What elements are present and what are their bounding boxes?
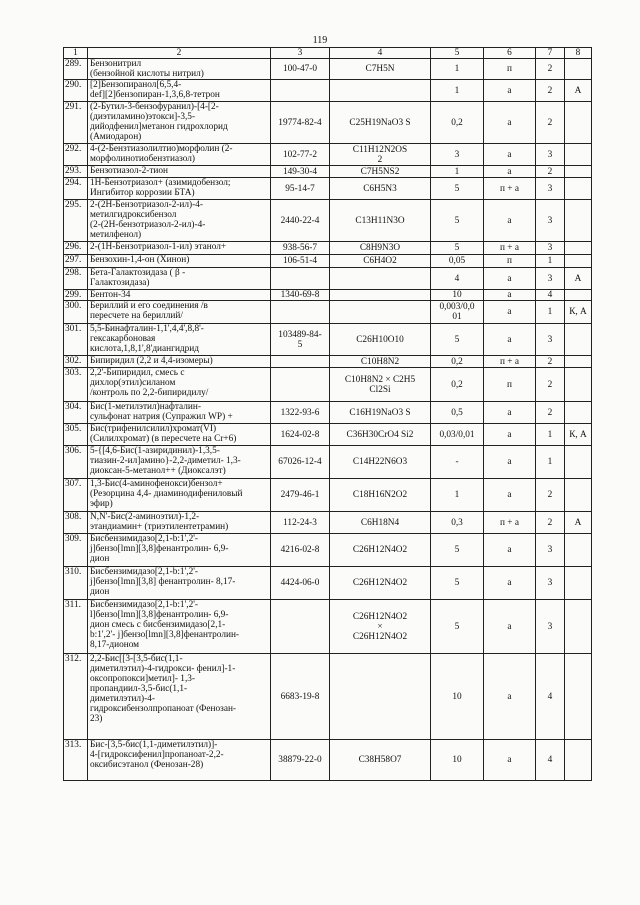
chemical-formula: C10H8N2: [330, 356, 431, 368]
value-col7: 2: [536, 512, 565, 534]
chemical-formula: [330, 268, 431, 290]
table-row: [64, 144, 592, 166]
cas-number: 102-77-2: [271, 144, 330, 166]
cas-number: 95-14-7: [271, 178, 330, 200]
row-number: 310.: [64, 567, 88, 600]
value-col7: 2: [536, 479, 565, 512]
value-col7: 1: [536, 424, 565, 446]
value-col8: [565, 200, 592, 242]
chemical-formula: C8H9N3O: [330, 242, 431, 255]
row-number: 308.: [64, 512, 88, 534]
value-col6: п + а: [484, 356, 536, 368]
value-col8: [565, 534, 592, 567]
cas-number: 4216-02-8: [271, 534, 330, 567]
table-row: [64, 740, 592, 781]
value-col5: 0,2: [431, 356, 484, 368]
column-header: 8: [565, 48, 592, 59]
chemical-formula: C6H18N4: [330, 512, 431, 534]
row-number: 290.: [64, 80, 88, 102]
page-number: 119: [312, 35, 328, 46]
substance-name: Бентон-34: [88, 290, 271, 301]
table-row: [64, 324, 592, 356]
value-col5: 0,3: [431, 512, 484, 534]
substance-name: 1Н-Бензотриазол+ (азимидобензол; Ингибитор коррозии БТА): [88, 178, 271, 200]
cas-number: 6683-19-8: [271, 654, 330, 740]
value-col8: [565, 59, 592, 80]
cas-number: 1624-02-8: [271, 424, 330, 446]
substance-name: [2]Бензопиранол[6,5,4- def][2]бензопиран-1,3,6,8-тетрон: [88, 80, 271, 102]
row-number: 289.: [64, 59, 88, 80]
table-row: [64, 166, 592, 178]
column-number-row: [64, 48, 592, 59]
row-number: 304.: [64, 402, 88, 424]
value-col6: а: [484, 402, 536, 424]
table-row: [64, 102, 592, 144]
substance-name: 1,3-Бис(4-аминофенокси)бензол+ (Резорцина 4,4- диаминодифениловый эфир): [88, 479, 271, 512]
row-number: 291.: [64, 102, 88, 144]
cas-number: 67026-12-4: [271, 446, 330, 479]
cas-number: 103489-84- 5: [271, 324, 330, 356]
value-col6: а: [484, 102, 536, 144]
chemical-formula: C11H12N2OS 2: [330, 144, 431, 166]
value-col7: 3: [536, 200, 565, 242]
column-header: 5: [431, 48, 484, 59]
value-col8: [565, 178, 592, 200]
value-col7: 3: [536, 178, 565, 200]
row-number: 312.: [64, 654, 88, 740]
chemical-formula: C10H8N2 × C2H5 Cl2Si: [330, 368, 431, 402]
value-col6: п: [484, 59, 536, 80]
table-row: [64, 356, 592, 368]
chemical-formula: C26H10O10: [330, 324, 431, 356]
cas-number: 106-51-4: [271, 255, 330, 268]
cas-number: [271, 268, 330, 290]
column-header: 7: [536, 48, 565, 59]
value-col6: п + а: [484, 242, 536, 255]
value-col6: а: [484, 567, 536, 600]
table-row: [64, 654, 592, 740]
table-row: [64, 290, 592, 301]
table-row: [64, 534, 592, 567]
value-col6: а: [484, 144, 536, 166]
chemical-formula: C26H12N4O2 × C26H12N4O2: [330, 600, 431, 654]
value-col6: а: [484, 446, 536, 479]
value-col6: п: [484, 368, 536, 402]
chemical-formula: C16H19NaO3 S: [330, 402, 431, 424]
value-col6: а: [484, 80, 536, 102]
substance-name: Бис-[3,5-бис(1,1-диметилэтил)]- 4-[гидроксифенил]пропаноат-2,2- оксибисэтанол (Фенозан-28): [88, 740, 271, 781]
value-col8: [565, 356, 592, 368]
value-col5: -: [431, 446, 484, 479]
value-col6: а: [484, 479, 536, 512]
value-col8: [565, 166, 592, 178]
table-row: [64, 512, 592, 534]
substance-name: 4-(2-Бензтиазолилтио)морфолин (2- морфолинотиобензтиазол): [88, 144, 271, 166]
value-col7: 2: [536, 80, 565, 102]
value-col6: а: [484, 534, 536, 567]
value-col6: п: [484, 255, 536, 268]
value-col8: [565, 740, 592, 781]
substance-name: Бензотиазол-2-тион: [88, 166, 271, 178]
value-col7: 2: [536, 356, 565, 368]
value-col6: а: [484, 290, 536, 301]
value-col5: 5: [431, 178, 484, 200]
substance-name: Бензонитрил (бензойной кислоты нитрил): [88, 59, 271, 80]
table-row: [64, 59, 592, 80]
table-row: [64, 200, 592, 242]
chemical-formula: C25H19NaO3 S: [330, 102, 431, 144]
table-row: [64, 368, 592, 402]
row-number: 293.: [64, 166, 88, 178]
value-col7: 3: [536, 600, 565, 654]
substance-name: Бериллий и его соединения /в пересчете на бериллий/: [88, 301, 271, 324]
value-col5: 0,5: [431, 402, 484, 424]
cas-number: 4424-06-0: [271, 567, 330, 600]
value-col8: [565, 242, 592, 255]
value-col8: [565, 102, 592, 144]
table-row: [64, 446, 592, 479]
substance-name: (2-Бутил-3-бензофуранил)-[4-[2- (диэтиламино)этокси]-3,5- дийодфенил]метанон гидрохлорид (Амиодарон): [88, 102, 271, 144]
value-col6: а: [484, 200, 536, 242]
value-col6: а: [484, 424, 536, 446]
chemical-formula: C6H4O2: [330, 255, 431, 268]
substance-name: Бис(1-метилэтил)нафталин- сульфонат натрия (Супражил WP) +: [88, 402, 271, 424]
cas-number: 100-47-0: [271, 59, 330, 80]
value-col5: 4: [431, 268, 484, 290]
row-number: 300.: [64, 301, 88, 324]
cas-number: [271, 80, 330, 102]
value-col5: 0,2: [431, 368, 484, 402]
value-col8: [565, 479, 592, 512]
cas-number: 1322-93-6: [271, 402, 330, 424]
cas-number: [271, 600, 330, 654]
value-col8: [565, 402, 592, 424]
value-col7: 3: [536, 144, 565, 166]
cas-number: [271, 301, 330, 324]
value-col5: 5: [431, 600, 484, 654]
substance-name: Бисбензимидазо[2,1-b:1',2'- j]бензо[lmn][3,8] фенантролин- 8,17- дион: [88, 567, 271, 600]
table-row: [64, 268, 592, 290]
value-col6: п + а: [484, 178, 536, 200]
value-col5: 10: [431, 290, 484, 301]
row-number: 311.: [64, 600, 88, 654]
row-number: 302.: [64, 356, 88, 368]
value-col7: 3: [536, 242, 565, 255]
row-number: 292.: [64, 144, 88, 166]
substance-name: 2-(2Н-Бензотриазол-2-ил)-4- метилгидроксибензол (2-(2Н-бензотриазол-2-ил)-4- метилфенол): [88, 200, 271, 242]
substance-name: 2-(1Н-Бензотриазол-1-ил) этанол+: [88, 242, 271, 255]
row-number: 309.: [64, 534, 88, 567]
value-col5: 5: [431, 534, 484, 567]
value-col8: [565, 255, 592, 268]
row-number: 296.: [64, 242, 88, 255]
cas-number: 1340-69-8: [271, 290, 330, 301]
substance-name: Бензохин-1,4-он (Хинон): [88, 255, 271, 268]
chemical-formula: C7H5N: [330, 59, 431, 80]
value-col8: [565, 446, 592, 479]
column-header: 3: [271, 48, 330, 59]
cas-number: 2440-22-4: [271, 200, 330, 242]
chemical-formula: C26H12N4O2: [330, 534, 431, 567]
table-row: [64, 255, 592, 268]
value-col5: 10: [431, 740, 484, 781]
substance-name: 5,5-Бинафталин-1,1',4,4',8,8'- гексакарбоновая кислота,1,8,1',8'диангидрид: [88, 324, 271, 356]
value-col8: [565, 144, 592, 166]
chemical-formula: C26H12N4O2: [330, 567, 431, 600]
table-row: [64, 402, 592, 424]
row-number: 307.: [64, 479, 88, 512]
value-col8: К, А: [565, 301, 592, 324]
row-number: 297.: [64, 255, 88, 268]
cas-number: 19774-82-4: [271, 102, 330, 144]
value-col7: 2: [536, 402, 565, 424]
value-col5: 0,05: [431, 255, 484, 268]
table-row: [64, 424, 592, 446]
substance-name: N,N'-Бис(2-аминоэтил)-1,2- этандиамин+ (триэтилентетрамин): [88, 512, 271, 534]
row-number: 305.: [64, 424, 88, 446]
value-col8: [565, 324, 592, 356]
value-col8: [565, 368, 592, 402]
value-col7: 3: [536, 268, 565, 290]
row-number: 301.: [64, 324, 88, 356]
value-col7: 3: [536, 567, 565, 600]
substance-name: Бис(трифенилсилил)хромат(VI) (Силилхромат) (в пересчете на Cr+6): [88, 424, 271, 446]
column-header: 6: [484, 48, 536, 59]
value-col7: 1: [536, 255, 565, 268]
value-col7: 4: [536, 740, 565, 781]
row-number: 306.: [64, 446, 88, 479]
value-col5: 5: [431, 242, 484, 255]
value-col7: 1: [536, 301, 565, 324]
cas-number: [271, 368, 330, 402]
chemical-formula: [330, 301, 431, 324]
value-col7: 3: [536, 534, 565, 567]
value-col5: 0,003/0,0 01: [431, 301, 484, 324]
value-col6: а: [484, 301, 536, 324]
table-row: [64, 479, 592, 512]
value-col6: а: [484, 166, 536, 178]
row-number: 313.: [64, 740, 88, 781]
substance-name: 2,2-Бис[[3-[3,5-бис(1,1- диметилэтил)-4-гидрокси- фенил]-1- оксопропокси]метил]- 1,3- пропандиил-3,5-бис(1,1- диметилэтил)-4- гидроксибензолпропаноат (Фенозан- 23): [88, 654, 271, 740]
column-header: 1: [64, 48, 88, 59]
value-col8: [565, 290, 592, 301]
substance-name: 2,2'-Бипиридил, смесь с дихлор(этил)силаном /контроль по 2,2-бипиридилу/: [88, 368, 271, 402]
table-row: [64, 178, 592, 200]
cas-number: [271, 356, 330, 368]
value-col8: [565, 567, 592, 600]
value-col8: А: [565, 268, 592, 290]
substance-name: 5-{[4,6-Бис(1-азиридинил)-1,3,5- тиазин-2-ил]амино}-2,2-диметил- 1,3- диоксан-5-метанол++ (Диоксалэт): [88, 446, 271, 479]
cas-number: 149-30-4: [271, 166, 330, 178]
value-col7: 1: [536, 446, 565, 479]
table-row: [64, 567, 592, 600]
row-number: 299.: [64, 290, 88, 301]
chemical-formula: C13H11N3O: [330, 200, 431, 242]
value-col6: п + а: [484, 512, 536, 534]
chemical-formula: C36H30CrO4 Si2: [330, 424, 431, 446]
column-header: 4: [330, 48, 431, 59]
table-row: [64, 242, 592, 255]
substance-name: Бета-Галактозидаза ( β - Галактозидаза): [88, 268, 271, 290]
chemical-formula: C18H16N2O2: [330, 479, 431, 512]
substance-name: Бисбензимидазо[2,1-b:1',2'- l]бензо[lmn][3,8]фенантролин- 6,9- дион смесь с бисбензимидазо[2,1- b:1',2'- j]бензо[lmn][3,8]фенантролин- 8,17-дионом: [88, 600, 271, 654]
table-row: [64, 301, 592, 324]
value-col7: 2: [536, 102, 565, 144]
value-col5: 5: [431, 567, 484, 600]
chemical-formula: C38H58O7: [330, 740, 431, 781]
value-col5: 1: [431, 479, 484, 512]
value-col8: [565, 600, 592, 654]
value-col7: 3: [536, 324, 565, 356]
value-col6: а: [484, 740, 536, 781]
value-col7: 4: [536, 654, 565, 740]
cas-number: 2479-46-1: [271, 479, 330, 512]
value-col8: А: [565, 512, 592, 534]
value-col5: 1: [431, 166, 484, 178]
value-col5: 3: [431, 144, 484, 166]
value-col8: А: [565, 80, 592, 102]
value-col8: К, А: [565, 424, 592, 446]
value-col5: 10: [431, 654, 484, 740]
chemical-formula: C6H5N3: [330, 178, 431, 200]
chemical-formula: [330, 290, 431, 301]
chemical-formula: [330, 654, 431, 740]
value-col5: 0,2: [431, 102, 484, 144]
value-col7: 4: [536, 290, 565, 301]
value-col5: 5: [431, 324, 484, 356]
value-col7: 2: [536, 166, 565, 178]
value-col7: 2: [536, 59, 565, 80]
substance-name: Бисбензимидазо[2,1-b:1',2'- j]бензо[lmn][3,8]фенантролин- 6,9- дион: [88, 534, 271, 567]
value-col7: 2: [536, 368, 565, 402]
value-col8: [565, 654, 592, 740]
cas-number: 938-56-7: [271, 242, 330, 255]
value-col5: 5: [431, 200, 484, 242]
substance-name: Бипиридил (2,2 и 4,4-изомеры): [88, 356, 271, 368]
value-col6: а: [484, 654, 536, 740]
row-number: 303.: [64, 368, 88, 402]
value-col6: а: [484, 600, 536, 654]
chemical-formula: [330, 80, 431, 102]
chemical-formula: C7H5NS2: [330, 166, 431, 178]
column-header: 2: [88, 48, 271, 59]
value-col5: 1: [431, 59, 484, 80]
cas-number: 38879-22-0: [271, 740, 330, 781]
substances-table: [63, 47, 592, 781]
row-number: 295.: [64, 200, 88, 242]
table-row: [64, 600, 592, 654]
value-col5: 0,03/0,01: [431, 424, 484, 446]
row-number: 294.: [64, 178, 88, 200]
value-col6: а: [484, 324, 536, 356]
value-col6: а: [484, 268, 536, 290]
table-row: [64, 80, 592, 102]
cas-number: 112-24-3: [271, 512, 330, 534]
value-col5: 1: [431, 80, 484, 102]
row-number: 298.: [64, 268, 88, 290]
chemical-formula: C14H22N6O3: [330, 446, 431, 479]
